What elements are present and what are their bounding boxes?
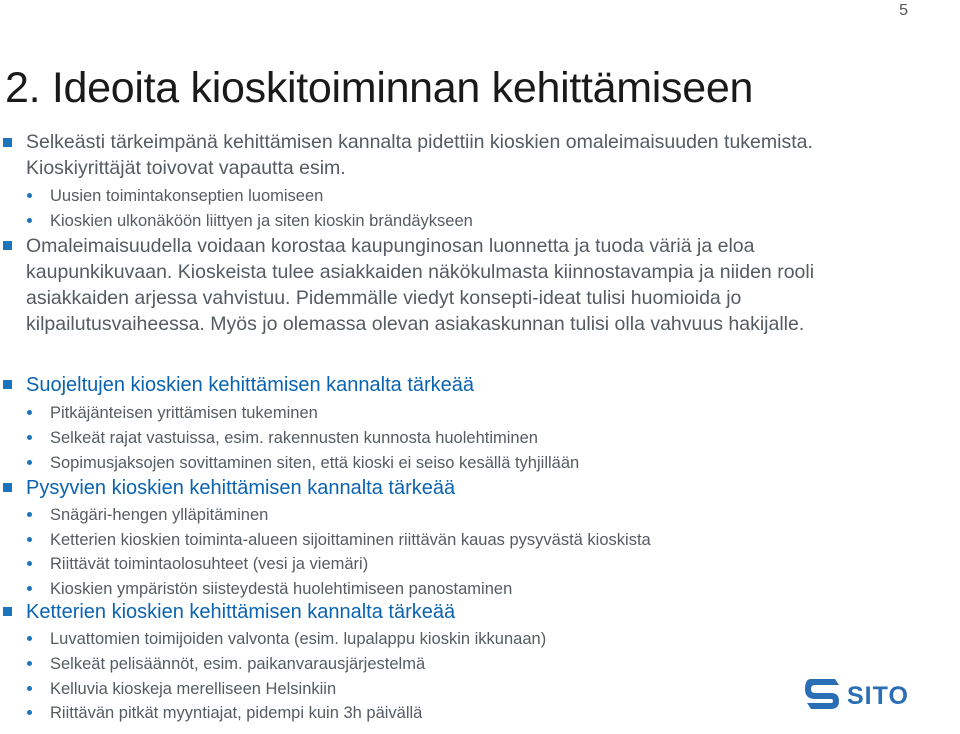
square-bullet-icon: [3, 380, 12, 389]
logo-text: SITO: [847, 682, 909, 710]
bullet-5-sub-4: Riittävän pitkät myyntiajat, pidempi kuin 3h päivällä: [50, 704, 423, 722]
square-bullet-icon: [3, 483, 12, 492]
bullet-5-heading: Ketterien kioskien kehittämisen kannalta tärkeää: [26, 601, 456, 623]
square-bullet-icon: [3, 241, 12, 250]
dot-bullet-icon: [27, 460, 32, 465]
dot-bullet-icon: [27, 410, 32, 415]
square-bullet-icon: [3, 138, 12, 147]
bullet-4-sub-4: Kioskien ympäristön siisteydestä huolehtimiseen panostaminen: [50, 580, 513, 598]
dot-bullet-icon: [27, 218, 32, 223]
square-bullet-icon: [3, 607, 12, 616]
dot-bullet-icon: [27, 537, 32, 542]
dot-bullet-icon: [27, 561, 32, 566]
dot-bullet-icon: [27, 661, 32, 666]
bullet-3-sub-2: Selkeät rajat vastuissa, esim. rakennusten kunnosta huolehtiminen: [50, 429, 538, 447]
bullet-5-sub-2: Selkeät pelisäännöt, esim. paikanvarausjärjestelmä: [50, 655, 426, 673]
bullet-4-sub-1: Snägäri-hengen ylläpitäminen: [50, 506, 269, 524]
dot-bullet-icon: [27, 435, 32, 440]
page-number: 5: [899, 2, 908, 19]
bullet-3-sub-1: Pitkäjänteisen yrittämisen tukeminen: [50, 404, 318, 422]
bullet-5-sub-1: Luvattomien toimijoiden valvonta (esim. lupalappu kioskin ikkunaan): [50, 630, 547, 648]
dot-bullet-icon: [27, 586, 32, 591]
bullet-3-sub-3: Sopimusjaksojen sovittaminen siten, että kioski ei seiso kesällä tyhjillään: [50, 454, 580, 472]
dot-bullet-icon: [27, 193, 32, 198]
bullet-2-text: Omaleimaisuudella voidaan korostaa kaupunginosan luonnetta ja tuoda väriä ja eloa kaupunkikuvaan. Kioskeista tulee asiakkaiden näkökulmasta kiinnostavampia ja niiden rooli asiakkaiden arjessa vahvistuu. Pidemmälle viedyt konsepti-ideat tulisi huomioida jo kilpailutusvaiheessa. Myös jo olemassa olevan asiakaskunnan tulisi olla vahvuus hakijalle.: [26, 235, 815, 335]
bullet-5-sub-3: Kelluvia kioskeja merelliseen Helsinkiin: [50, 680, 337, 698]
bullet-4-sub-3: Riittävät toimintaolosuhteet (vesi ja viemäri): [50, 555, 369, 573]
bullet-1-sub-2: Kioskien ulkonäköön liittyen ja siten kioskin brändäykseen: [50, 212, 473, 230]
dot-bullet-icon: [27, 512, 32, 517]
dot-bullet-icon: [27, 686, 32, 691]
dot-bullet-icon: [27, 636, 32, 641]
sito-s-logo-icon: [803, 675, 843, 715]
bullet-1-text: Selkeästi tärkeimpänä kehittämisen kannalta pidettiin kioskien omaleimaisuuden tukemista. Kioskiyrittäjät toivovat vapautta esim.: [26, 131, 813, 179]
bullet-4-heading: Pysyvien kioskien kehittämisen kannalta tärkeää: [26, 477, 456, 499]
bullet-4-sub-2: Ketterien kioskien toiminta-alueen sijoittaminen riittävän kauas pysyvästä kioskista: [50, 531, 651, 549]
bullet-3-heading: Suojeltujen kioskien kehittämisen kannalta tärkeää: [26, 374, 475, 396]
slide-title: 2. Ideoita kioskitoiminnan kehittämiseen: [5, 64, 754, 112]
bullet-1-sub-1: Uusien toimintakonseptien luomiseen: [50, 187, 324, 205]
dot-bullet-icon: [27, 710, 32, 715]
sito-logo: [803, 675, 908, 715]
